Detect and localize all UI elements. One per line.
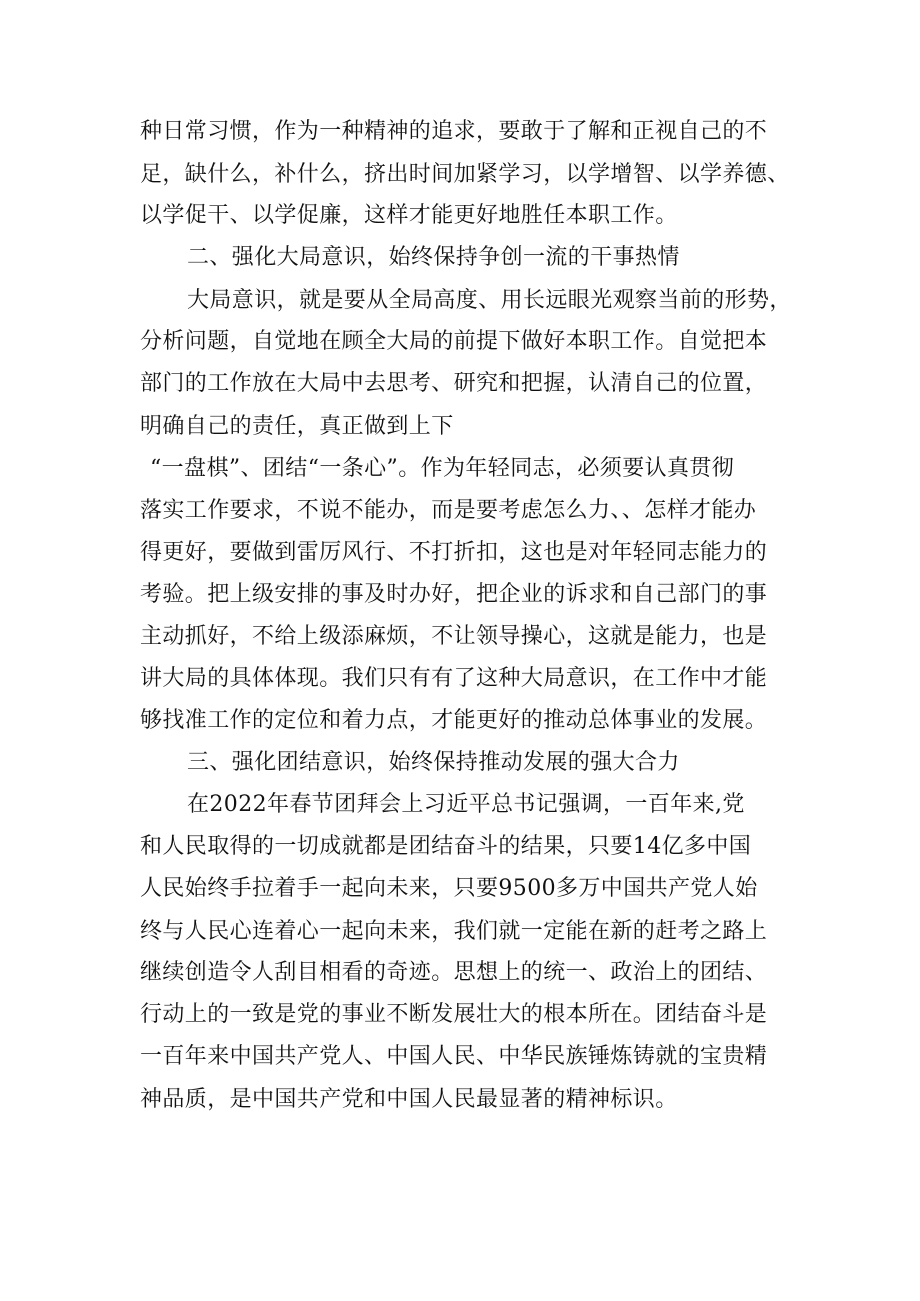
section-heading: 二、强化大局意识，始终保持争创一流的干事热情 bbox=[187, 245, 680, 270]
text-line: 足，缺什么，补什么，挤出时间加紧学习，以学增智、以学养德、 bbox=[140, 162, 790, 187]
text-line: 一百年来中国共产党人、中国人民、中华民族锤炼铸就的宝贵精 bbox=[140, 1044, 768, 1069]
text-line: 大局意识，就是要从全局高度、用长远眼光观察当前的形势， bbox=[187, 288, 792, 313]
section-heading: 三、强化团结意识，始终保持推动发展的强大合力 bbox=[187, 750, 680, 775]
text-line: 明确自己的责任，真正做到上下 bbox=[140, 414, 454, 439]
text-line: 继续创造令人刮目相看的奇迹。思想上的统一、政治上的团结、 bbox=[140, 960, 768, 985]
text-line: 得更好，要做到雷厉风行、不打折扣，这也是对年轻同志能力的 bbox=[140, 540, 768, 565]
text-line: 够找准工作的定位和着力点，才能更好的推动总体事业的发展。 bbox=[140, 708, 768, 733]
text-line: 种日常习惯，作为一种精神的追求，要敢于了解和正视自己的不 bbox=[140, 119, 768, 144]
text-line: 神品质，是中国共产党和中国人民最显著的精神标识。 bbox=[140, 1087, 678, 1112]
text-line: 行动上的一致是党的事业不断发展壮大的根本所在。团结奋斗是 bbox=[140, 1002, 768, 1027]
text-line: 在2022年春节团拜会上习近平总书记强调，一百年来,党 bbox=[187, 792, 745, 817]
text-line: 主动抓好，不给上级添麻烦，不让领导操心，这就是能力，也是 bbox=[140, 624, 768, 649]
text-line: 人民始终手拉着手一起向未来，只要9500多万中国共产党人始 bbox=[140, 876, 758, 901]
text-line: 部门的工作放在大局中去思考、研究和把握，认清自己的位置， bbox=[140, 371, 768, 396]
text-line: 考验。把上级安排的事及时办好，把企业的诉求和自己部门的事 bbox=[140, 582, 768, 607]
text-line: “一盘棋”、团结“一条心”。作为年轻同志，必须要认真贯彻 bbox=[150, 456, 735, 481]
text-line: 终与人民心连着心一起向未来，我们就一定能在新的赶考之路上 bbox=[140, 919, 768, 944]
text-line: 讲大局的具体体现。我们只有有了这种大局意识，在工作中才能 bbox=[140, 666, 768, 691]
text-line: 和人民取得的一切成就都是团结奋斗的结果，只要14亿多中国 bbox=[140, 834, 752, 859]
text-line: 以学促干、以学促廉，这样才能更好地胜任本职工作。 bbox=[140, 203, 678, 228]
text-line: 分析问题，自觉地在顾全大局的前提下做好本职工作。自觉把本 bbox=[140, 329, 768, 354]
text-line: 落实工作要求，不说不能办，而是要考虑怎么力、、怎样才能办 bbox=[140, 498, 757, 523]
